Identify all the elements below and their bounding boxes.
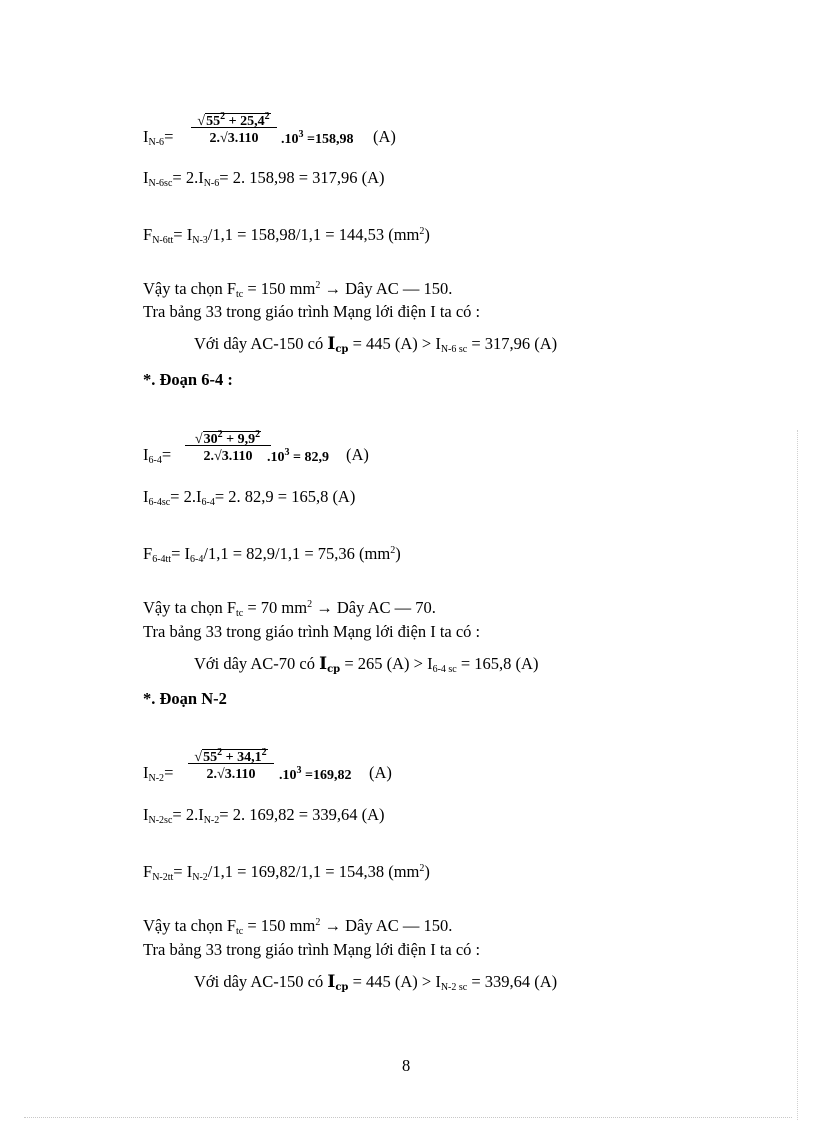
ftt-expr: = I	[171, 544, 191, 563]
section-heading-6-4: *. Đoạn 6-4 :	[143, 370, 233, 389]
ftt-value: /1,1 = 82,9/1,1 = 75,36 (mm	[203, 544, 391, 563]
choose-subscript: tc	[236, 289, 244, 300]
power-exponent: 3	[296, 765, 302, 776]
denominator: 2.√3.110	[209, 131, 259, 146]
power-exponent: 3	[298, 129, 304, 140]
choose-value: = 70 mm	[247, 598, 308, 617]
icp-symbol	[327, 334, 348, 354]
table-line-64: Tra bảng 33 trong giáo trình Mạng lới điện I ta có :	[143, 622, 481, 641]
numerator-a: 55	[203, 750, 218, 765]
choose-value: = 150 mm	[247, 916, 316, 935]
choose-subscript: tc	[236, 608, 244, 619]
fraction: $√55^2 + 25,4^2$ 2.√3.110	[191, 107, 277, 149]
with-prefix: Với dây AC-70 có	[194, 654, 316, 673]
icp-subscript: cp	[335, 344, 349, 355]
choose-line-n2: Vậy ta chọn $F_{tc} = 150$ $mm^2$ → Dây AC — 150.	[143, 916, 453, 937]
current-subscript: N-2	[148, 773, 165, 784]
icp-symbol	[319, 654, 340, 674]
with-value: = 265 (A) > I	[344, 654, 433, 673]
page-right-border	[797, 430, 798, 1120]
with-line-64	[194, 654, 538, 680]
formula-unit: (A)	[373, 127, 396, 146]
with-prefix: Với dây AC-150 có	[194, 972, 324, 991]
with-end: = 165,8 (A)	[460, 654, 539, 673]
ftt-expr: = I	[173, 225, 193, 244]
isc-line-n2: $I_{N-2sc}= 2.I_{N-2}= 2$. 169,82 = 339,64 (A)	[143, 805, 385, 826]
isc-line-n6: $I_{N-6sc}= 2.I_{N-6}= 2$. 158,98 = 317,96 (A)	[143, 168, 385, 189]
icp-label: I	[327, 334, 336, 354]
choose-line-64: Vậy ta chọn $F_{tc} = 70$ $mm^2$ → Dây AC — 70.	[143, 598, 436, 619]
choose-text: Vậy ta chọn F	[143, 916, 237, 935]
ftt-value: /1,1 = 158,98/1,1 = 144,53 (mm	[207, 225, 420, 244]
choose-subscript: tc	[236, 926, 244, 937]
with-line-n6	[194, 334, 557, 360]
current-symbol: I	[143, 763, 149, 782]
ftt-subscript: 6-4tt	[152, 554, 172, 565]
ftt-expr: = I	[173, 862, 193, 881]
with-end: = 317,96 (A)	[471, 334, 558, 353]
with-value: = 445 (A) > I	[352, 972, 441, 991]
ftt-line-n6: $F_{N-6tt}= I_{N-3}/1,1 = 158,98/1,1 = 144,53$ $(mm^2)$	[143, 225, 430, 246]
with-line-n2	[194, 972, 557, 998]
current-symbol: I	[143, 127, 149, 146]
numerator-a: 30	[203, 432, 218, 447]
isc-expr: = 2.I	[170, 487, 202, 506]
isc-value: = 2. 169,82 = 339,64 (A)	[219, 805, 385, 824]
choose-text: Vậy ta chọn F	[143, 279, 237, 298]
icp-label: I	[327, 972, 336, 992]
icp-label: I	[319, 654, 328, 674]
isc-line-64: $I_{6-4sc}= 2.I_{6-4}= 2$. 82,9 = 165,8 (A)	[143, 487, 356, 508]
isc-subscript: N-6sc	[148, 178, 173, 189]
page-number: 8	[402, 1056, 411, 1075]
power-factor: .10	[267, 450, 285, 465]
choose-result: → Dây AC — 70.	[316, 598, 436, 617]
numerator-a: 55	[206, 114, 221, 129]
isc-expr: = 2.I	[172, 168, 204, 187]
with-subscript: N-6 sc	[440, 344, 468, 355]
current-symbol: I	[143, 445, 149, 464]
icp-symbol	[327, 972, 348, 992]
with-subscript: N-2 sc	[440, 982, 468, 993]
denominator: 2.√3.110	[203, 449, 253, 464]
isc-subscript-2: N-2	[203, 815, 220, 826]
fraction: $√55^2 + 34,1^2$ 2.√3.110	[188, 743, 274, 785]
formula-unit: (A)	[369, 763, 392, 782]
formula-unit: (A)	[346, 445, 369, 464]
fraction: $√30^2 + 9,9^2$ 2.√3.110	[185, 425, 271, 467]
ftt-value: /1,1 = 169,82/1,1 = 154,38 (mm	[207, 862, 420, 881]
table-line-n2: Tra bảng 33 trong giáo trình Mạng lới điện I ta có :	[143, 940, 481, 959]
formula-result: =158,98	[307, 132, 354, 147]
power-exponent: 3	[284, 447, 290, 458]
isc-subscript-2: N-6	[203, 178, 220, 189]
formula-result: =169,82	[305, 768, 352, 783]
denominator: 2.√3.110	[206, 767, 256, 782]
with-value: = 445 (A) > I	[352, 334, 441, 353]
with-subscript: 6-4 sc	[432, 664, 457, 675]
choose-value: = 150 mm	[247, 279, 316, 298]
power-factor: .10	[281, 132, 299, 147]
isc-expr: = 2.I	[172, 805, 204, 824]
numerator-b: + 34,1	[225, 750, 262, 765]
numerator-b: + 9,9	[226, 432, 256, 447]
table-line-n6: Tra bảng 33 trong giáo trình Mạng lới điện I ta có :	[143, 302, 481, 321]
current-subscript: 6-4	[148, 455, 162, 466]
ftt-line-64: $F_{6-4tt}= I_{6-4}/1,1 = 82,9/1,1 = 75,36$ $(mm^2)$	[143, 544, 401, 565]
icp-subscript: cp	[327, 664, 341, 675]
isc-subscript: 6-4sc	[148, 497, 171, 508]
with-prefix: Với dây AC-150 có	[194, 334, 324, 353]
icp-subscript: cp	[335, 982, 349, 993]
formula-result: = 82,9	[293, 450, 329, 465]
ftt-subscript-2: 6-4	[190, 554, 204, 565]
isc-value: = 2. 158,98 = 317,96 (A)	[219, 168, 385, 187]
isc-value: = 2. 82,9 = 165,8 (A)	[214, 487, 356, 506]
numerator-b: + 25,4	[228, 114, 265, 129]
isc-subscript: N-2sc	[148, 815, 173, 826]
choose-line-n6: Vậy ta chọn $F_{tc} = 150$ $mm^2$ → Dây AC — 150.	[143, 279, 453, 300]
ftt-subscript-2: N-2	[192, 872, 208, 883]
ftt-subscript: N-2tt	[152, 872, 174, 883]
ftt-subscript: N-6tt	[152, 235, 174, 246]
page-bottom-border	[24, 1117, 792, 1118]
choose-text: Vậy ta chọn F	[143, 598, 237, 617]
ftt-line-n2: $F_{N-2tt}= I_{N-2}/1,1 = 169,82/1,1 = 154,38$ $(mm^2)$	[143, 862, 430, 883]
ftt-subscript-2: N-3	[192, 235, 208, 246]
power-factor: .10	[279, 768, 297, 783]
section-heading-n-2: *. Đoạn N-2	[143, 689, 227, 708]
current-subscript: N-6	[148, 137, 165, 148]
isc-subscript-2: 6-4	[201, 497, 215, 508]
choose-result: → Dây AC — 150.	[324, 916, 453, 935]
with-end: = 339,64 (A)	[471, 972, 558, 991]
choose-result: → Dây AC — 150.	[324, 279, 453, 298]
